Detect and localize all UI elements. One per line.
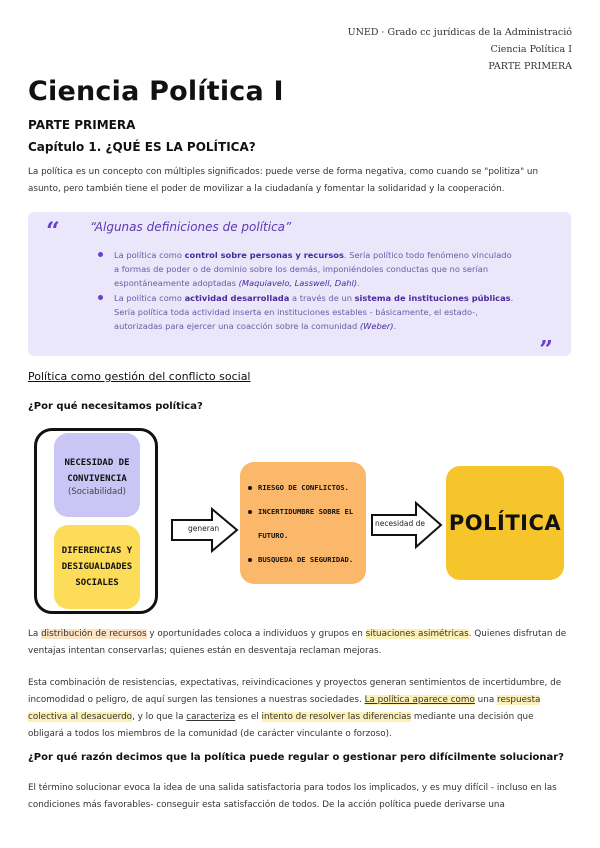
box2-title: DIFERENCIAS Y DESIGUALDADES SOCIALES (61, 546, 133, 588)
p2-a: La (28, 629, 42, 639)
header-line-1: UNED · Grado cc jurídicas de la Administració (347, 27, 572, 38)
intro-paragraph: La política es un concepto con múltiples significados: puede verse de forma negativa, como cuando se "politiza" un asunto, pero también tiene el poder de movilizar a la ciudadanía y fomentar la solidaridad y la cooperación. (28, 167, 539, 194)
arrow1-label: generan (188, 524, 220, 533)
definition-item-1 (96, 248, 516, 290)
bullet-icon (98, 252, 103, 257)
p2-c: . Quienes disfrutan de ventajas intentan conservarlas; quienes están en desventaja reclaman mejoras. (28, 629, 567, 656)
paragraph-distribucion (28, 626, 572, 660)
risk-item (248, 476, 366, 500)
running-header (348, 24, 572, 75)
risk-item (248, 500, 366, 548)
diagram-box-convivencia (54, 433, 140, 517)
open-quote-icon: “ (46, 216, 60, 245)
definitions-quote-box (28, 212, 571, 364)
def1-bold: control sobre personas y recursos (184, 250, 344, 260)
p2-b: y oportunidades coloca a individuos y grupos en (146, 629, 366, 639)
bullet-icon (248, 558, 252, 562)
part-heading: PARTE PRIMERA (28, 118, 136, 132)
diagram-box-politica (446, 466, 564, 580)
def1-cite: (Maquiavelo, Lasswell, Dahl) (238, 278, 358, 288)
p3-highlight-2: intento de resolver las diferencias (261, 712, 412, 722)
definition-item-2 (96, 291, 516, 333)
def2-pre: La política como (114, 293, 185, 303)
definitions-list (96, 248, 516, 334)
header-line-2: Ciencia Política I (490, 44, 572, 55)
paragraph-solucionar: El término solucionar evoca la idea de una salida satisfactoria para todos los implicados, y es muy difícil - incluso en las condiciones más favorables- conseguir esta satisfacción de todos. De la acción política puede derivarse una (28, 783, 557, 810)
def2-mid: a través de un (289, 293, 355, 303)
p2-highlight-2: situaciones asimétricas (365, 629, 469, 639)
p3-c: , y lo que la (132, 712, 187, 722)
question-2: ¿Por qué razón decimos que la política puede regular o gestionar pero difícilmente solucionar? (28, 752, 564, 763)
arrow2-label: necesidad de (375, 519, 425, 528)
p3-b: una (474, 695, 498, 705)
paragraph-tensiones (28, 675, 572, 743)
close-quote-icon: ” (539, 335, 553, 364)
section-title: Política como gestión del conflicto social (28, 370, 251, 383)
box1-sub: (Sociabilidad) (68, 487, 126, 497)
politica-label: POLÍTICA (448, 511, 562, 535)
page-title: Ciencia Política I (28, 76, 284, 107)
p3-d: es el (235, 712, 262, 722)
p3-a: Esta combinación de resistencias, expectativas, reivindicaciones y proyectos generan sentimientos de incertidumbre, de incomodidad o peligro, de aquí surgen las tensiones a nuestras sociedades. (28, 678, 562, 705)
quote-title: “Algunas definiciones de política” (90, 220, 292, 234)
bullet-icon (248, 510, 252, 514)
diagram-box-riesgos (240, 462, 366, 584)
def2-bold2: sistema de instituciones públicas (354, 293, 511, 303)
chapter-heading: Capítulo 1. ¿QUÉ ES LA POLÍTICA? (28, 140, 256, 154)
def2-bold1: actividad desarrollada (184, 293, 290, 303)
p3-e: mediante una decisión que obligará a todos los miembros de la comunidad (de carácter vinculante o forzoso). (28, 712, 534, 739)
p2-highlight-1: distribución de recursos (41, 629, 147, 639)
diagram-box-desigualdades (54, 525, 140, 609)
risk-list (240, 462, 366, 572)
p3-underline-1: La política aparece como (364, 695, 475, 705)
risk-item-text: BUSQUEDA DE SEGURIDAD. (258, 555, 354, 564)
header-line-3: PARTE PRIMERA (488, 61, 572, 72)
def1-pre: La política como (114, 250, 185, 260)
def2-end: . (393, 321, 397, 331)
question-1: ¿Por qué necesitamos política? (28, 401, 203, 412)
risk-item-text: INCERTIDUMBRE SOBRE EL FUTURO. (258, 507, 354, 540)
p3-highlight-1: respuesta colectiva al desacuerdo (28, 695, 541, 722)
p3-underline-2: caracteriza (186, 712, 236, 722)
risk-item-text: RIESGO DE CONFLICTOS. (258, 483, 349, 492)
def2-cite: (Weber) (359, 321, 394, 331)
def1-end: . (357, 278, 360, 288)
def2-post: . Sería política toda actividad inserta en instituciones estables - básicamente, el estado-, autorizadas para ejercer una coacción sobre la comunidad (114, 293, 514, 331)
box1-title: NECESIDAD DE CONVIVENCIA (64, 458, 130, 484)
bullet-icon (248, 486, 252, 490)
risk-item (248, 548, 366, 572)
bullet-icon (98, 295, 103, 300)
def1-post: . Sería político todo fenómeno vinculado a formas de poder o de dominio sobre los demás, imponiéndoles conductas que no serían espontáneamente adoptadas (114, 250, 512, 288)
